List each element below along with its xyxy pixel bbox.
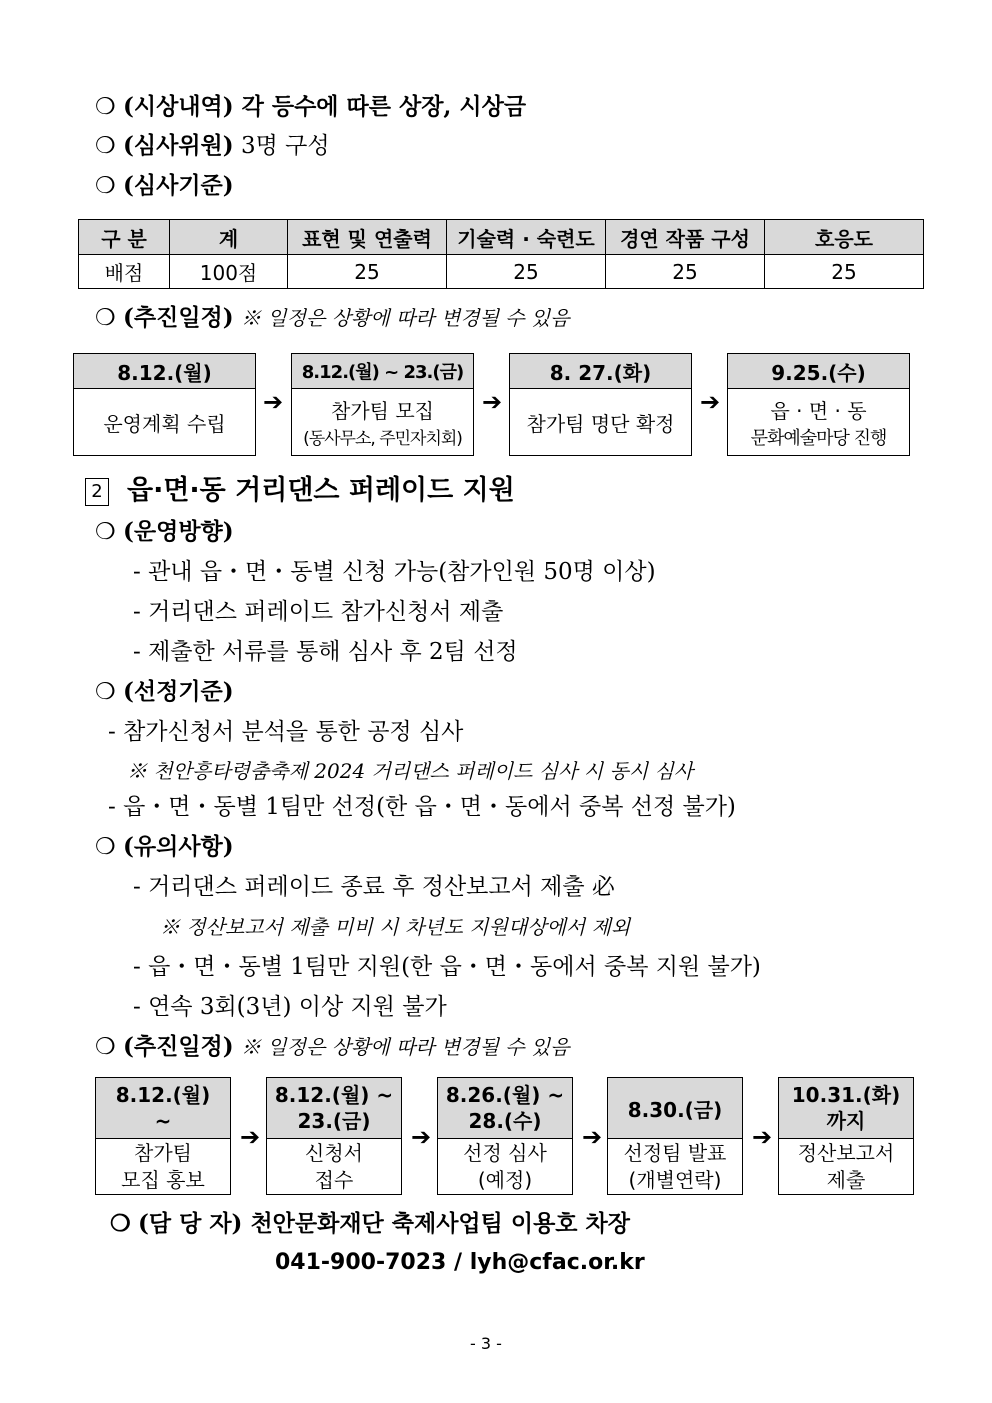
operation-item-1: - 관내 읍・면・동별 신청 가능(참가인원 50명 이상) (133, 559, 656, 585)
section2-title: 2 읍·면·동 거리댄스 퍼레이드 지원 (85, 473, 515, 509)
schedule1-step-2: 8.12.(월) ~ 23.(금) 참가팀 모집 (동사무소, 주민자치회) (291, 353, 474, 456)
schedule1-step-3: 8. 27.(화) 참가팀 명단 확정 (509, 353, 692, 456)
circle-bullet-icon: ❍ (95, 834, 116, 860)
circle-bullet-icon: ❍ (95, 519, 116, 545)
criteria-table-header: 구 분 계 표현 및 연출력 기술력 · 숙련도 경연 작품 구성 호응도 (79, 220, 924, 255)
circle-bullet-icon: ❍ (95, 133, 116, 159)
selection-note: ※ 천안흥타령춤축제 2024 거리댄스 퍼레이드 심사 시 동시 심사 (127, 759, 694, 783)
arrow-right-icon: ➔ (752, 1123, 773, 1151)
circle-bullet-icon: ❍ (110, 1210, 131, 1237)
criteria-line: ❍ (심사기준) (95, 172, 234, 199)
circle-bullet-icon: ❍ (95, 94, 116, 120)
arrow-right-icon: ➔ (263, 388, 284, 416)
arrow-right-icon: ➔ (411, 1123, 432, 1151)
operation-item-2: - 거리댄스 퍼레이드 참가신청서 제출 (133, 599, 504, 625)
notes-item-3: - 연속 3회(3년) 이상 지원 불가 (133, 994, 447, 1020)
criteria-table-row: 배점 100점 25 25 25 25 (79, 255, 924, 289)
notes-item-2: - 읍・면・동별 1팀만 지원(한 읍・면・동에서 중복 지원 불가) (133, 954, 761, 980)
schedule2-step-1: 8.12.(월) ~ 참가팀 모집 홍보 (95, 1077, 231, 1195)
arrow-right-icon: ➔ (240, 1123, 261, 1151)
circle-bullet-icon: ❍ (95, 173, 116, 199)
circle-bullet-icon: ❍ (95, 1034, 116, 1060)
notes-item-1: - 거리댄스 퍼레이드 종료 후 정산보고서 제출 必 (133, 874, 615, 900)
arrow-right-icon: ➔ (700, 388, 721, 416)
criteria-table (78, 219, 924, 289)
selection-item-2: - 읍・면・동별 1팀만 선정(한 읍・면・동에서 중복 선정 불가) (108, 794, 736, 820)
schedule1-step-1: 8.12.(월) 운영계획 수립 (73, 353, 256, 456)
judges-line: ❍ (심사위원) 3명 구성 (95, 132, 330, 159)
award-line: ❍ (시상내역) 각 등수에 따른 상장, 시상금 (95, 93, 527, 120)
notes-heading: ❍ (유의사항) (95, 833, 234, 860)
circle-bullet-icon: ❍ (95, 305, 116, 331)
schedule2-step-2: 8.12.(월) ~ 23.(금) 신청서 접수 (266, 1077, 402, 1195)
selection-item-1: - 참가신청서 분석을 통한 공정 심사 (108, 719, 464, 745)
operation-heading: ❍ (운영방향) (95, 518, 234, 545)
section-number-box: 2 (85, 478, 109, 506)
arrow-right-icon: ➔ (482, 388, 503, 416)
operation-item-3: - 제출한 서류를 통해 심사 후 2팀 선정 (133, 639, 518, 665)
schedule1-step-4: 9.25.(수) 읍 · 면 · 동 문화예술마당 진행 (727, 353, 910, 456)
schedule1-line: ❍ (추진일정) ※ 일정은 상황에 따라 변경될 수 있음 (95, 304, 570, 331)
page-number: - 3 - (470, 1334, 502, 1353)
schedule2-step-5: 10.31.(화) 까지 정산보고서 제출 (778, 1077, 914, 1195)
contact-line: ❍ (담 당 자) 천안문화재단 축제사업팀 이용호 차장 (110, 1210, 630, 1237)
schedule2-line: ❍ (추진일정) ※ 일정은 상황에 따라 변경될 수 있음 (95, 1033, 570, 1060)
schedule2-step-4: 8.30.(금) 선정팀 발표 (개별연락) (607, 1077, 743, 1195)
circle-bullet-icon: ❍ (95, 679, 116, 705)
notes-note: ※ 정산보고서 제출 미비 시 차년도 지원대상에서 제외 (160, 915, 631, 939)
schedule2-step-3: 8.26.(월) ~ 28.(수) 선정 심사 (예정) (437, 1077, 573, 1195)
selection-heading: ❍ (선정기준) (95, 678, 234, 705)
contact-phone-email: 041-900-7023 / lyh@cfac.or.kr (275, 1250, 645, 1275)
arrow-right-icon: ➔ (582, 1123, 603, 1151)
